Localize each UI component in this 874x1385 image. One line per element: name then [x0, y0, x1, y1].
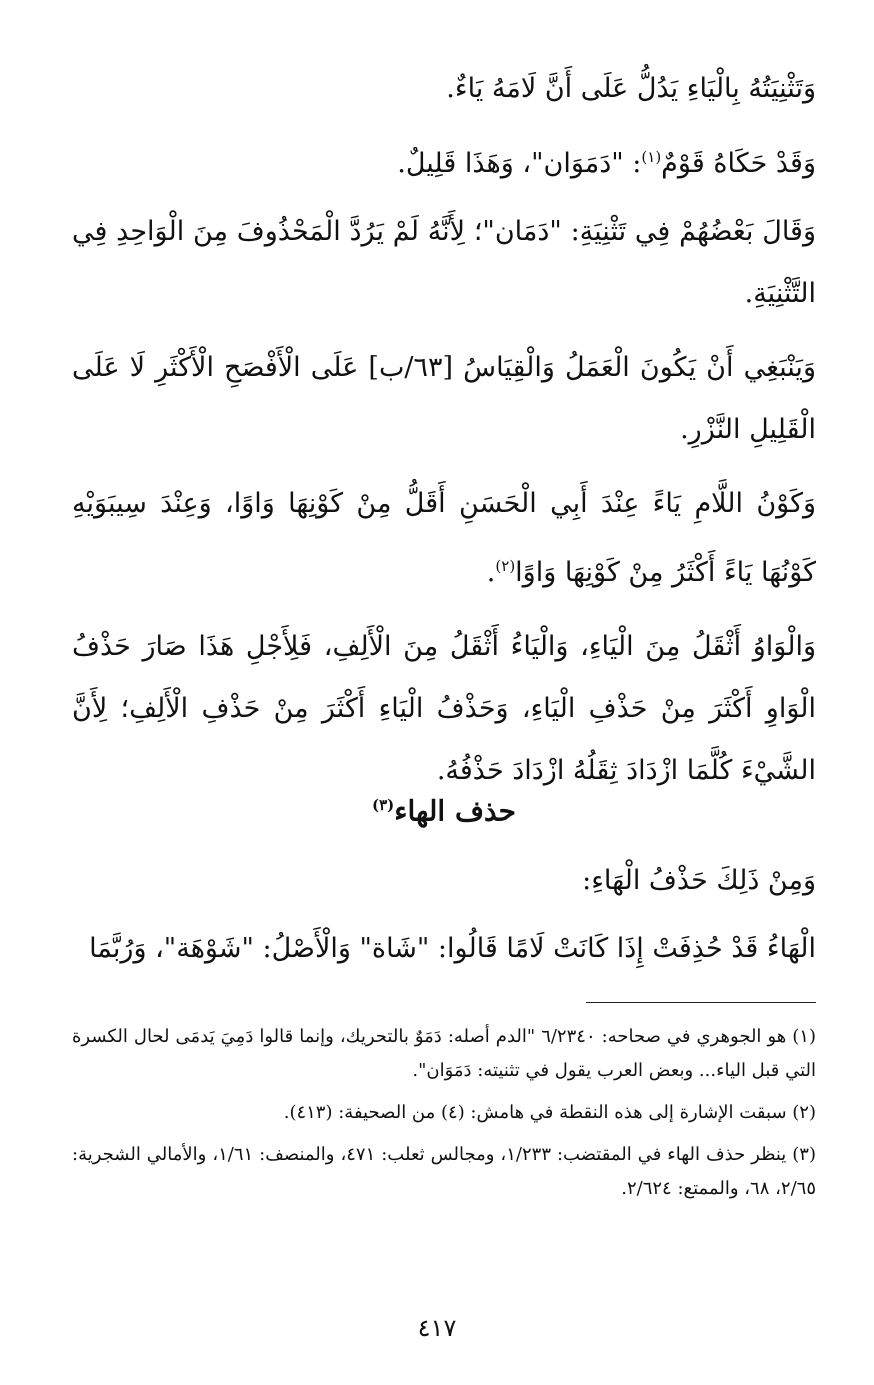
- main-text: [72, 58, 816, 814]
- paragraph-text: وَقَدْ حَكَاهُ قَوْمٌ: [661, 148, 816, 179]
- footnote-marker: (٣): [372, 796, 395, 814]
- footnote-marker: (٢): [495, 557, 516, 575]
- footnotes: [72, 1020, 816, 1214]
- paragraph-text: .: [486, 557, 496, 588]
- paragraph: وَمِنْ ذَلِكَ حَذْفُ الْهَاءِ:: [582, 865, 816, 896]
- paragraph: الْهَاءُ قَدْ حُذِفَتْ إِذَا كَانَتْ لَامًا قَالُوا: "شَاة" وَالْأَصْلُ: "شَوْهَة"، وَرُبَّمَا: [89, 933, 816, 964]
- heading-text: حذف الهاء: [394, 794, 516, 828]
- paragraph: وَيَنْبَغِي أَنْ يَكُونَ الْعَمَلُ وَالْقِيَاسُ [٦٣/ب] عَلَى الْأَفْصَحِ الْأَكْثَرِ لَا عَلَى الْقَلِيلِ النَّزْرِ.: [72, 352, 816, 445]
- footnote: (٢) سبقت الإشارة إلى هذه النقطة في هامش: (٤) من الصحيفة: (٤١٣).: [283, 1102, 816, 1123]
- paragraph-text: وَكَوْنُ اللَّامِ يَاءً عِنْدَ أَبِي الْحَسَنِ أَقَلُّ مِنْ كَوْنِهَا وَاوًا، وَعِنْدَ سِيبَوَيْهِ كَوْنُهَا يَاءً أَكْثَرُ مِنْ كَوْنِهَا وَاوًا: [72, 488, 816, 588]
- paragraph: وَالْوَاوُ أَثْقَلُ مِنَ الْيَاءِ، وَالْيَاءُ أَثْقَلُ مِنَ الْأَلِفِ، فَلِأَجْلِ هَذَا صَارَ حَذْفُ الْوَاوِ أَكْثَرَ مِنْ حَذْفِ الْيَاءِ، وَحَذْفُ الْيَاءِ أَكْثَرَ مِنْ حَذْفِ الْأَلِفِ؛ لِأَنَّ الشَّيْءَ كُلَّمَا ازْدَادَ ثِقَلُهُ ازْدَادَ حَذْفُهُ.: [72, 631, 816, 786]
- paragraph: [72, 126, 816, 195]
- footnote-marker: (١): [641, 148, 662, 166]
- footnote: (١) هو الجوهري في صحاحه: ٦/٢٣٤٠ "الدم أصله: دَمَوٌ بالتحريك، وإنما قالوا دَمِيَ يَدمَى لحال الكسرة التي قبل الياء... وبعض العرب يقول في تثنيته: دَمَوَان".: [72, 1026, 816, 1081]
- footnote-divider: [586, 1002, 816, 1003]
- section-text: [72, 850, 816, 986]
- section-heading: [72, 780, 816, 836]
- footnote: (٣) ينظر حذف الهاء في المقتضب: ١/٢٣٣، ومجالس ثعلب: ٤٧١، والمنصف: ١/٦١، والأمالي الشجرية: ٢/٦٥، ٦٨، والممتع: ٢/٦٢٤.: [72, 1144, 816, 1199]
- paragraph: [72, 473, 816, 604]
- paragraph: وَتَثْنِيَتُهُ بِالْيَاءِ يَدُلُّ عَلَى أَنَّ لَامَهُ يَاءٌ.: [446, 73, 816, 104]
- paragraph-text: : "دَمَوَان"، وَهَذَا قَلِيلٌ.: [397, 148, 642, 179]
- paragraph: وَقَالَ بَعْضُهُمْ فِي تَثْنِيَةِ: "دَمَان"؛ لِأَنَّهُ لَمْ يَرُدَّ الْمَحْذُوفَ مِنَ الْوَاحِدِ فِي التَّثْنِيَةِ.: [72, 216, 816, 309]
- page-number: ٤١٧: [417, 1314, 457, 1342]
